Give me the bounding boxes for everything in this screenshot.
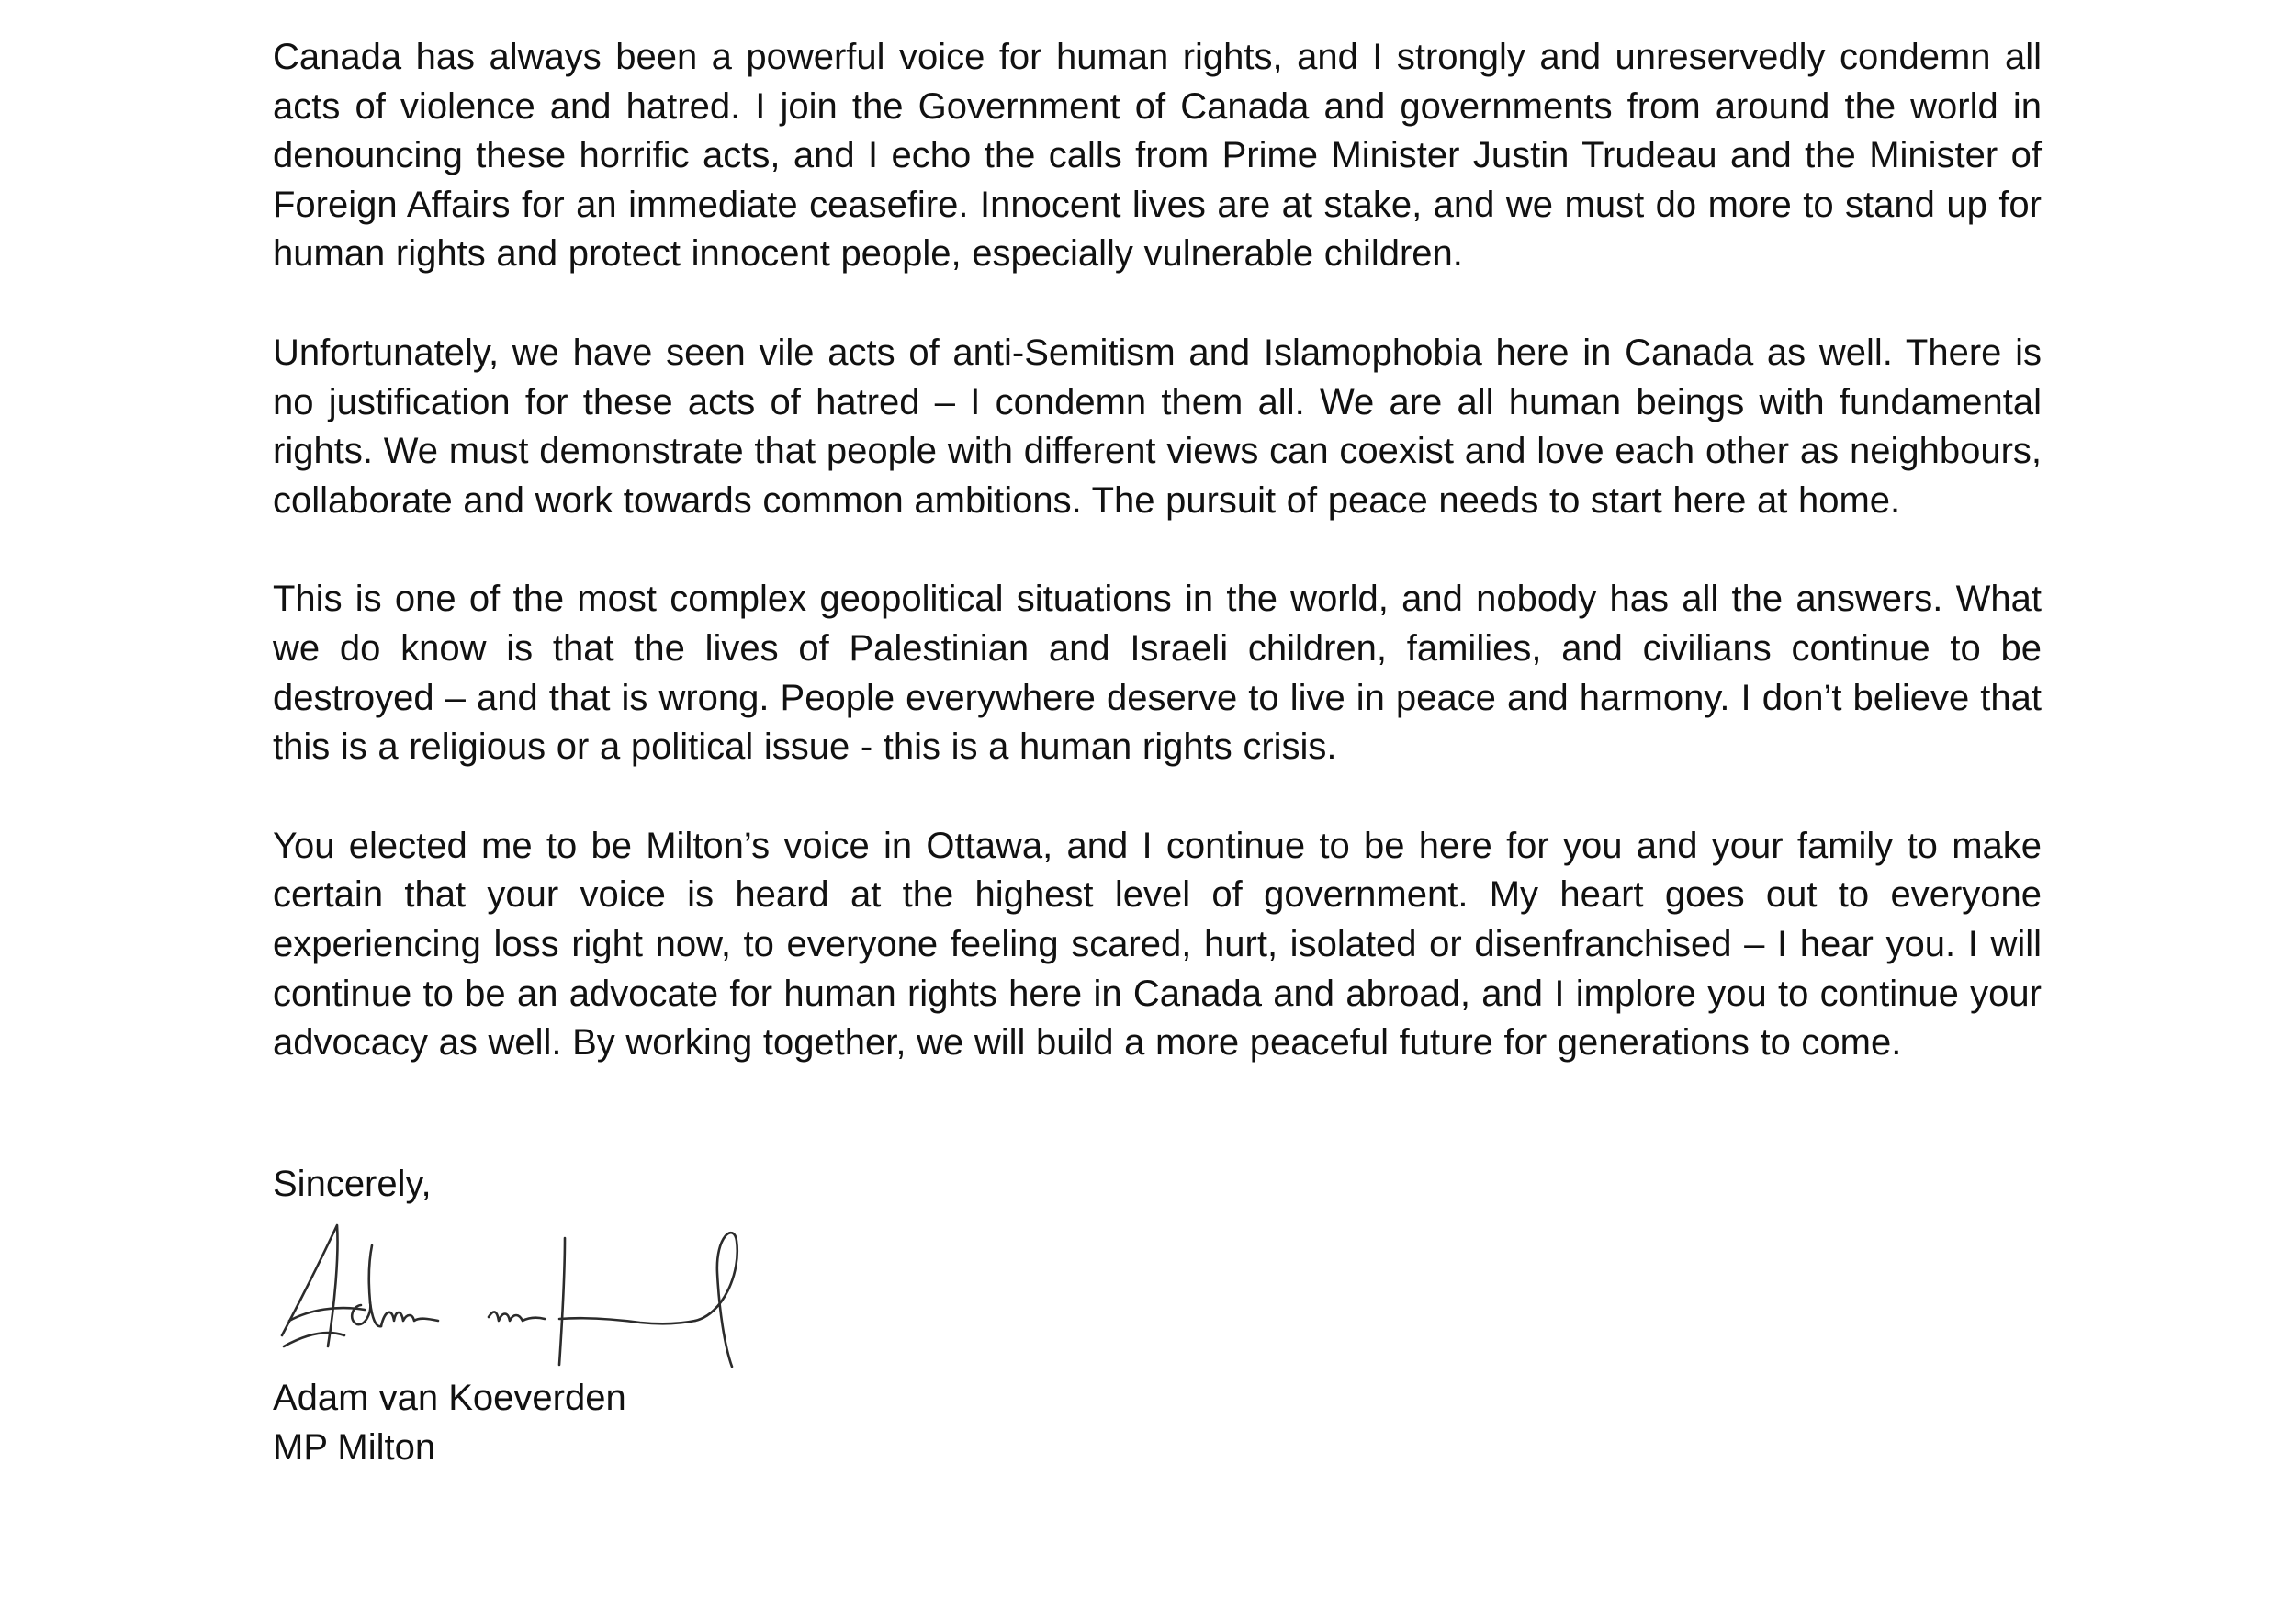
- paragraph-1: Canada has always been a powerful voice for human rights, and I strongly and unreservedly condemn all acts of violence and hatred. I join the Government of Canada and governments from around the world in denouncing these horrific acts, and I echo the calls from Prime Minister Justin Trudeau and the Minister of Foreign Affairs for an immediate ceasefire. Innocent lives are at stake, and we must do more to stand up for human rights and protect innocent people, especially vulnerable children.: [273, 37, 2042, 275]
- paragraph-3: This is one of the most complex geopolitical situations in the world, and nobody has all the answers. What we do know is that the lives of Palestinian and Israeli children, families, and civilians continue to be destroyed – and that is wrong. People everywhere deserve to live in peace and harmony. I don’t believe that this is a religious or a political issue - this is a human rights crisis.: [273, 579, 2042, 768]
- letter-body: [273, 33, 2042, 1472]
- closing-salutation: Sincerely,: [273, 1163, 432, 1204]
- signatory-name: Adam van Koeverden: [273, 1378, 626, 1419]
- handwritten-signature: [273, 1218, 769, 1374]
- paragraph-4: You elected me to be Milton’s voice in Ottawa, and I continue to be here for you and your family to make certain that your voice is heard at the highest level of government. My heart goes out to everyone experiencing loss right now, to everyone feeling scared, hurt, isolated or disenfranchised – I hear you. I will continue to be an advocate for human rights here in Canada and abroad, and I implore you to continue your advocacy as well. By working together, we will build a more peaceful future for generations to come.: [273, 825, 2042, 1064]
- paragraph-2: Unfortunately, we have seen vile acts of anti-Semitism and Islamophobia here in Canada as well. There is no justification for these acts of hatred – I condemn them all. We are all human beings with fundamental rights. We must demonstrate that people with different views can coexist and love each other as neighbours, collaborate and work towards common ambitions. The pursuit of peace needs to start here at home.: [273, 332, 2042, 521]
- signatory-title: MP Milton: [273, 1426, 436, 1468]
